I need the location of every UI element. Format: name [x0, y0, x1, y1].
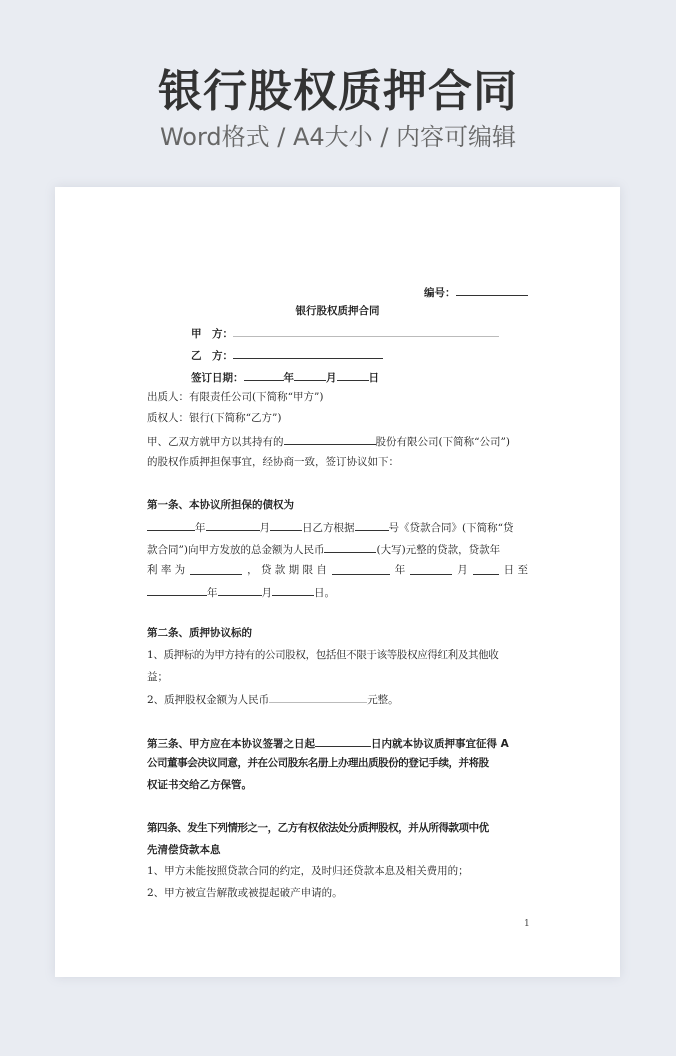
article-1-line-1 [147, 519, 513, 535]
article-3-line-2: 公司董事会决议同意，并在公司股东名册上办理出质股份的登记手续，并将股 [147, 757, 489, 769]
day-to-label: 日 至 [503, 564, 528, 576]
loan-contract-ref: 号《贷款合同》(下简称“贷 [388, 522, 514, 534]
pledgor-line: 出质人：有限责任公司(下简称“甲方”) [147, 391, 324, 403]
intro-line-2: 的股权作质押担保事宜，经协商一致，签订协议如下： [147, 456, 399, 468]
day-label: 日乙方根据 [302, 522, 355, 534]
term-end-day-blank[interactable] [272, 584, 314, 596]
article-3-line-1 [147, 735, 509, 751]
article-4-item-2: 2、甲方被宣告解散或被提起破产申请的。 [147, 887, 343, 899]
hero-subtitle: Word格式 / A4大小 / 内容可编辑 [159, 123, 517, 151]
year-label: 年 [207, 587, 218, 599]
article-4-heading-1: 第四条、发生下列情形之一，乙方有权依法处分质押股权，并从所得款项中优 [147, 822, 489, 834]
sign-day-label: 日 [368, 372, 379, 384]
intro-line-1 [147, 433, 510, 449]
article-2-item-1: 1、质押标的为甲方持有的公司股权，包括但不限于该等股权应得红利及其他收 [147, 649, 499, 661]
term-start-day-blank[interactable] [473, 563, 499, 575]
intro-text-b: 股份有限公司(下简称“公司”) [375, 436, 510, 448]
term-start-year-blank[interactable] [332, 563, 390, 575]
hero-title: 银行股权质押合同 [158, 66, 518, 117]
document-page [55, 187, 620, 977]
amount-blank[interactable] [324, 541, 376, 553]
loan-year-blank[interactable] [147, 519, 195, 531]
pledge-amount-blank[interactable] [269, 691, 367, 703]
term-end-year-blank[interactable] [147, 584, 207, 596]
article-3-text-a: 第三条、甲方应在本协议签署之日起 [147, 738, 315, 750]
amount-text: 款合同”)向甲方发放的总金额为人民币 [147, 544, 325, 556]
month-label: 月 [457, 564, 468, 576]
sign-year-label: 年 [283, 372, 294, 384]
sign-date-label: 签订日期： [191, 372, 244, 384]
pledge-amount-text: 2、质押股权金额为人民币 [147, 694, 270, 706]
term-start-month-blank[interactable] [410, 563, 452, 575]
party-b-label: 乙 方： [191, 350, 233, 362]
article-2-heading: 第二条、质押协议标的 [147, 627, 252, 639]
rate-label: 利 率 为 [147, 564, 186, 576]
party-a-row [191, 325, 499, 341]
year-label: 年 [394, 564, 406, 576]
intro-text-a: 甲、乙双方就甲方以其持有的 [147, 436, 284, 448]
party-a-blank[interactable] [233, 325, 499, 337]
party-a-label: 甲 方： [191, 328, 233, 340]
sign-year-blank[interactable] [244, 369, 284, 381]
sign-month-blank[interactable] [294, 369, 326, 381]
month-label: 月 [261, 587, 272, 599]
amount-suffix: (大写)元整的贷款，贷款年 [376, 544, 501, 556]
pledgee-line: 质权人：银行(下简称“乙方”) [147, 412, 282, 424]
loan-day-blank[interactable] [270, 519, 302, 531]
day-label: 日。 [314, 587, 335, 599]
loan-month-blank[interactable] [206, 519, 260, 531]
sign-month-label: 月 [326, 372, 337, 384]
contract-number-blank[interactable] [456, 284, 528, 296]
contract-number-label: 编号： [424, 287, 456, 299]
article-3-line-3: 权证书交给乙方保管。 [147, 779, 252, 791]
rate-blank[interactable] [190, 563, 242, 575]
sign-day-blank[interactable] [337, 369, 369, 381]
article-2-item-2 [147, 691, 399, 707]
article-2-item-1-cont: 益； [147, 671, 168, 683]
article-4-heading-2: 先清偿贷款本息 [147, 844, 221, 856]
year-label: 年 [195, 522, 206, 534]
document-title: 银行股权质押合同 [295, 305, 380, 317]
article-1-line-2 [147, 541, 500, 557]
company-name-blank[interactable] [284, 433, 376, 445]
term-label: ， 贷 款 期 限 自 [247, 564, 327, 576]
pledge-amount-suffix: 元整。 [367, 694, 399, 706]
sign-date-row [191, 369, 379, 385]
month-label: 月 [259, 522, 270, 534]
party-b-row [191, 347, 383, 363]
page-number: 1 [524, 919, 530, 929]
days-blank[interactable] [315, 735, 371, 747]
article-3-text-b: 日内就本协议质押事宜征得 A [371, 738, 509, 750]
article-4-item-1: 1、甲方未能按照贷款合同的约定，及时归还贷款本息及相关费用的； [147, 865, 469, 877]
article-1-line-3 [147, 563, 528, 577]
contract-no-blank[interactable] [355, 519, 389, 531]
article-1-line-4 [147, 584, 335, 600]
party-b-blank[interactable] [233, 347, 383, 359]
article-1-heading: 第一条、本协议所担保的债权为 [147, 499, 294, 511]
contract-number-row [424, 284, 528, 300]
term-end-month-blank[interactable] [218, 584, 262, 596]
